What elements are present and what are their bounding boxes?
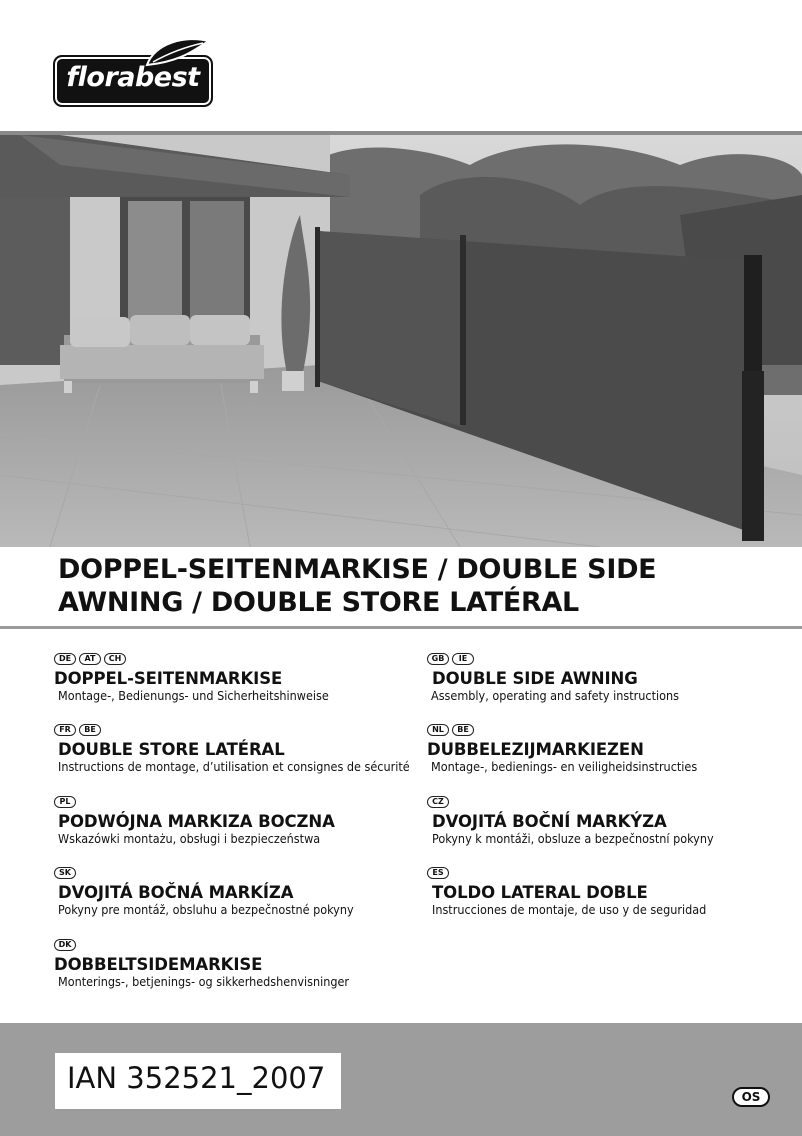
lang-entry-es [427, 867, 706, 917]
lang-subtitle: Montage-, Bedienungs- und Sicherheitshinweise [58, 688, 329, 703]
lang-subtitle: Pokyny k montáži, obsluze a bezpečnostní pokyny [432, 831, 714, 846]
os-badge: OS [732, 1087, 770, 1107]
country-badge: ES [427, 867, 449, 879]
country-badge: DE [54, 653, 76, 665]
lang-subtitle: Wskazówki montażu, obsługi i bezpieczeństwa [58, 831, 321, 846]
lang-title: PODWÓJNA MARKIZA BOCZNA [58, 812, 335, 831]
lang-title: DOUBLE STORE LATÉRAL [58, 740, 285, 759]
country-badge: PL [54, 796, 76, 808]
lang-title: DVOJITÁ BOČNÁ MARKÍZA [58, 883, 294, 902]
lang-subtitle: Pokyny pre montáž, obsluhu a bezpečnostné pokyny [58, 902, 354, 917]
lang-entry-de [54, 653, 329, 703]
lang-entry-pl [54, 796, 335, 846]
lang-title: DOUBLE SIDE AWNING [432, 669, 638, 688]
lang-subtitle: Montage-, bedienings- en veiligheidsinstructies [431, 759, 698, 774]
lang-title: DVOJITÁ BOČNÍ MARKÝZA [432, 812, 667, 831]
lang-subtitle: Instructions de montage, d’utilisation et consignes de sécurité [58, 759, 410, 774]
product-title [58, 553, 778, 619]
divider [0, 626, 802, 629]
ian-box [55, 1053, 341, 1109]
lang-entry-cz [427, 796, 714, 846]
lang-subtitle: Assembly, operating and safety instructions [431, 688, 680, 703]
country-badge: CH [104, 653, 126, 665]
lang-entry-dk [54, 939, 349, 989]
lang-title: DUBBELEZIJMARKIEZEN [427, 740, 644, 759]
country-badge: BE [79, 724, 101, 736]
lang-title: TOLDO LATERAL DOBLE [432, 883, 648, 902]
lang-entry-nl [427, 724, 697, 774]
logo-text: florabest [66, 62, 200, 93]
country-badge: NL [427, 724, 449, 736]
country-badge: DK [54, 939, 76, 951]
lang-entry-fr [54, 724, 410, 774]
country-badge: CZ [427, 796, 449, 808]
country-badge: SK [54, 867, 76, 879]
country-badge: BE [452, 724, 474, 736]
lang-title: DOPPEL-SEITENMARKISE [54, 669, 283, 688]
lang-subtitle: Instrucciones de montaje, de uso y de seguridad [432, 902, 707, 917]
country-badge: IE [452, 653, 474, 665]
lang-entry-gb [427, 653, 679, 703]
florabest-logo [53, 55, 213, 107]
footer [0, 1023, 802, 1136]
country-badge: AT [79, 653, 101, 665]
product-photo [0, 131, 802, 547]
lang-title: DOBBELTSIDEMARKISE [54, 955, 263, 974]
country-badge: FR [54, 724, 76, 736]
lang-entry-sk [54, 867, 354, 917]
product-title-line2: AWNING / DOUBLE STORE LATÉRAL [58, 587, 579, 618]
ian-number: IAN 352521_2007 [67, 1061, 326, 1095]
awning-photo [0, 135, 802, 547]
country-badge: GB [427, 653, 449, 665]
product-title-line1: DOPPEL-SEITENMARKISE / DOUBLE SIDE [58, 554, 657, 585]
lang-subtitle: Monterings-, betjenings- og sikkerhedshenvisninger [58, 974, 350, 989]
